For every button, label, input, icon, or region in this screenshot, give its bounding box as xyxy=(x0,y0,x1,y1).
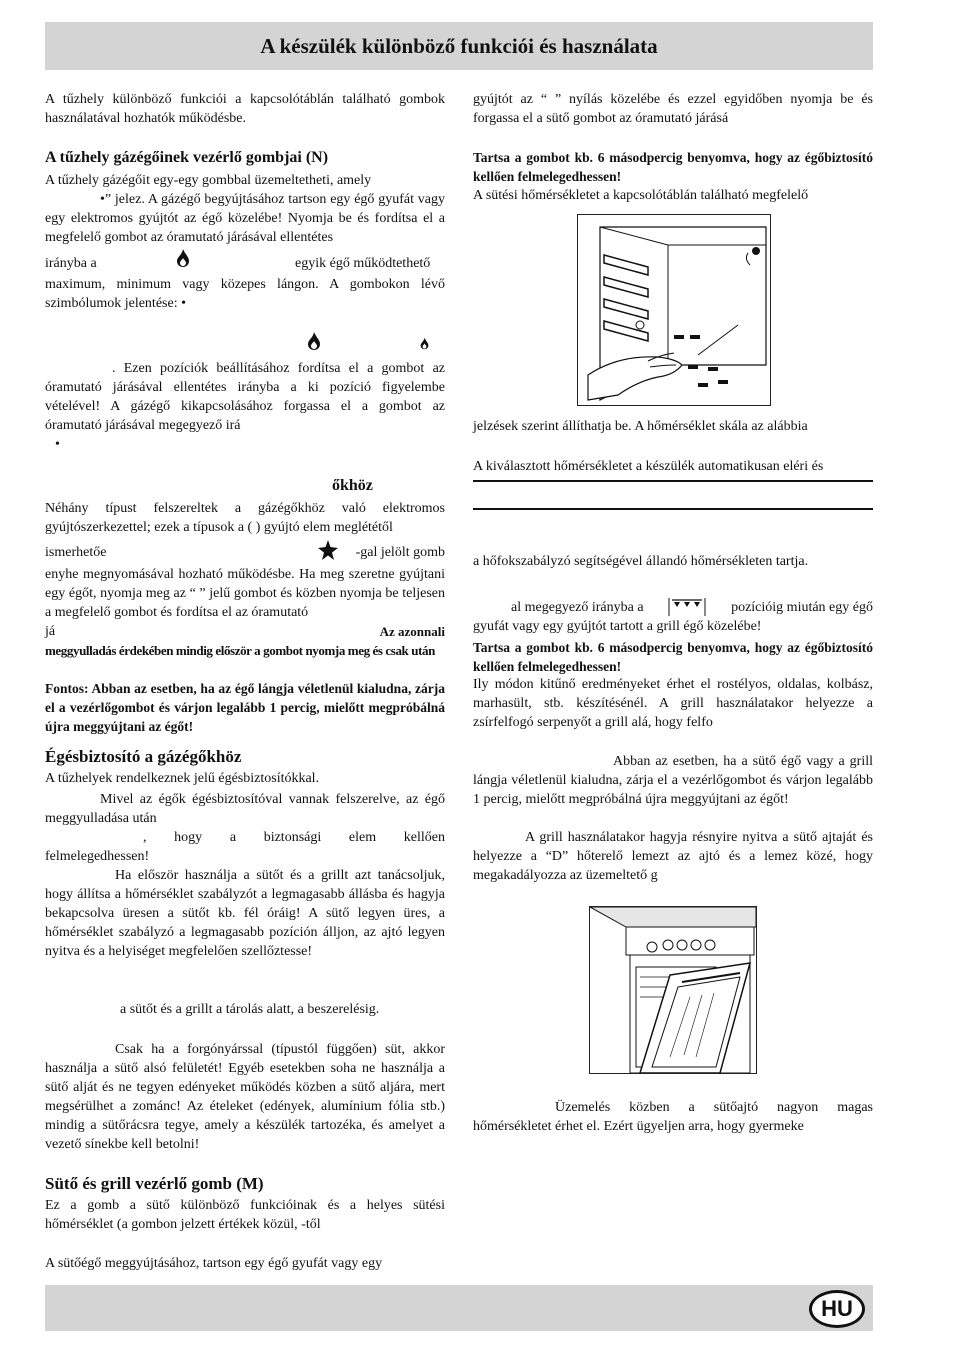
burners-text-3a: irányba a xyxy=(45,256,97,271)
thermostat-text: a hőfokszabályzó segítségével állandó hőmérsékleten tartja. xyxy=(473,554,809,569)
grill-usage-text: Ily módon kitűnő eredményeket érhet el rostélyos, oldalas, kolbász, marhasült, stb. készítésénél. A grill használatakor helyezze a zsírfelfogó serpenyőt a grill alá, hogy felfo xyxy=(473,677,873,730)
spark-star-icon xyxy=(318,540,338,560)
temp-scale-text: jelzések szerint állíthatja be. A hőmérséklet skála az alábbia xyxy=(473,419,808,434)
grill-door-text: A grill használatakor hagyja résnyire nyitva a sütő ajtaját és helyezze a “D” hőterelő lemezt az ajtó és a lemez közé, hogy megakadályozza az üzemeltető g xyxy=(473,830,873,883)
page-title: A készülék különböző funkciói és használata xyxy=(260,34,658,58)
heading-safety: Égésbiztosító a gázégőkhöz xyxy=(45,747,242,766)
heading-ignition: őkhöz xyxy=(332,477,373,494)
divider-line-1 xyxy=(473,480,873,482)
heading-burners: A tűzhely gázégőinek vezérlő gombjai (N) xyxy=(45,149,329,166)
burners-text-3b: egyik égő működtethető xyxy=(295,256,431,271)
temp-setting-text: A sütési hőmérsékletet a kapcsolótáblán található megfelelő xyxy=(473,188,809,203)
burners-text-2: •” jelez. A gázégő begyújtásához tartson egy égő gyufát vagy egy elektromos gyújtót az égő közelébe! Nyomja be és fordítsa el a megfelelő gombot az óramutató járásával ellentétes xyxy=(45,192,445,245)
door-hot-warning: Üzemelés közben a sütőajtó nagyon magas hőmérsékletet érhet el. Ezért ügyeljen arra, hogy gyermeke xyxy=(473,1100,873,1134)
safety-text-2: Mivel az égők égésbiztosítóval vannak felszerelve, az égő meggyulladása után xyxy=(45,792,445,826)
grill-text-1a: al megegyező irányba a xyxy=(511,600,644,615)
flame-large-icon xyxy=(307,331,321,351)
ignition-text-1: Néhány típust felszereltek a gázégőkhöz való elektromos gyújtószerkezettel; ezek a típusok a ( ) gyújtó elem meglététől xyxy=(45,501,445,535)
ignition-text-4a: já xyxy=(45,624,56,639)
ignition-text-5: meggyulladás érdekében mindig először a gombot nyomja meg és csak után xyxy=(45,643,435,658)
ignition-text-2a: ismerhetőe xyxy=(45,545,107,560)
temp-auto-text: A kiválasztott hőmérsékletet a készülék automatikusan eléri és xyxy=(473,459,824,474)
burners-text-5: . Ezen pozíciók beállításához fordítsa el a gombot az óramutató járásával ellentétes irányba a ki pozíció figyelembe vételével! A gázégő kikapcsolásához forgassa el a gombot az óramutató járásával megegyező irá xyxy=(45,361,445,433)
storage-text: a sütőt és a grillt a tárolás alatt, a beszerelésig. xyxy=(120,1002,380,1017)
oven-hold-warning: Tartsa a gombot kb. 6 másodpercig benyomva, hogy az égőbiztosító kellően felmelegedhessen! xyxy=(473,150,873,184)
ignition-warning: Fontos: Abban az esetben, ha az égő lángja véletlenül kialudna, zárja el a vezérlőgombot és várjon legalább 1 percig, mielőtt megpróbálná újra meggyújtani az égőt! xyxy=(45,681,445,734)
first-use-text: Ha először használja a sütőt és a grillt azt tanácsoljuk, hogy állítsa a hőmérséklet szabályzót a legmagasabb állásba és hagyja bekapcsolva üresen a sütőt kb. fél óráig! A sütő legyen üres, a hőmérséklet szabályzó a legmagasabb pozíción álljon, az ajtó legyen nyitva és a helyiséget megfelelően szellőztesse! xyxy=(45,868,445,959)
safety-text-1: A tűzhelyek rendelkeznek jelű égésbiztosítókkal. xyxy=(45,771,320,786)
flame-small-icon xyxy=(420,337,429,350)
footer-banner xyxy=(45,1285,873,1331)
oven-interior-illustration xyxy=(577,214,771,406)
grill-symbol-icon xyxy=(668,598,706,616)
burners-text-4: maximum, minimum vagy közepes lángon. A gombokon lévő szimbólumok jelentése: • xyxy=(45,277,445,311)
bullet-mark: • xyxy=(55,437,60,452)
cooker-open-door-illustration xyxy=(589,906,757,1074)
grill-flame-warning: Abban az esetben, ha a sütő égő vagy a grill lángja véletlenül kialudna, zárja el a vezérlőgombot és várjon legalább 1 percig, mielőtt megpróbálná újra meggyújtani az égőt! xyxy=(473,754,873,807)
heading-oven-control: Sütő és grill vezérlő gomb (M) xyxy=(45,1174,264,1193)
grill-text-1b: pozícióig miután egy égő xyxy=(731,600,873,615)
grill-hold-warning: Tartsa a gombot kb. 6 másodpercig benyomva, hogy az égőbiztosító kellően felmelegedhessen! xyxy=(473,640,873,674)
oven-control-text: Ez a gomb a sütő különböző funkcióinak és a helyes sütési hőmérséklet (a gombon jelzett értékek közül, -től xyxy=(45,1198,445,1232)
grill-text-2: gyufát vagy egy gyújtót tartott a grill égő közelébe! xyxy=(473,619,762,634)
flame-large-icon xyxy=(176,248,190,268)
intro-text: A tűzhely különböző funkciói a kapcsolótáblán található gombok használatával hozhatók működésbe. xyxy=(45,92,445,126)
burners-text-1: A tűzhely gázégőit egy-egy gombbal üzemeltetheti, amely xyxy=(45,173,372,188)
divider-line-2 xyxy=(473,508,873,510)
language-badge: HU xyxy=(809,1290,865,1328)
ignition-text-3: enyhe megnyomásával hozható működésbe. Ha meg szeretne gyújtani egy égőt, nyomja meg az “ ” jelű gombot és közben nyomja be teljesen a megfelelő gombot és fordítsa el az óramutató xyxy=(45,567,445,620)
title-banner xyxy=(45,22,873,70)
oven-ignition-text: A sütőégő meggyújtásához, tartson egy égő gyufát vagy egy xyxy=(45,1256,383,1271)
ignition-text-2b: -gal jelölt gomb xyxy=(355,545,445,560)
ignition-text-4b: Az azonnali xyxy=(379,624,445,639)
oven-floor-text: Csak ha a forgónyárssal (típustól függően) süt, akkor használja a sütő alsó felületét! Egyéb esetekben soha ne használja a sütő alját és ne tegyen edényeket működés közben a sütő aljára, mert megsérülhet a zománc! Az ételeket (edények, alumínium fólia stb.) mindig a sütőrácsra tegye, amely a készülék tartozéka, és amelyet a vezető sínekbe kell betolni! xyxy=(45,1042,445,1152)
oven-ignition-cont: gyújtót az “ ” nyílás közelébe és ezzel egyidőben nyomja be és forgassa el a sütő gombot az óramutató járásá xyxy=(473,92,873,126)
safety-text-3: , hogy a biztonsági elem kellően felmelegedhessen! xyxy=(45,830,445,864)
